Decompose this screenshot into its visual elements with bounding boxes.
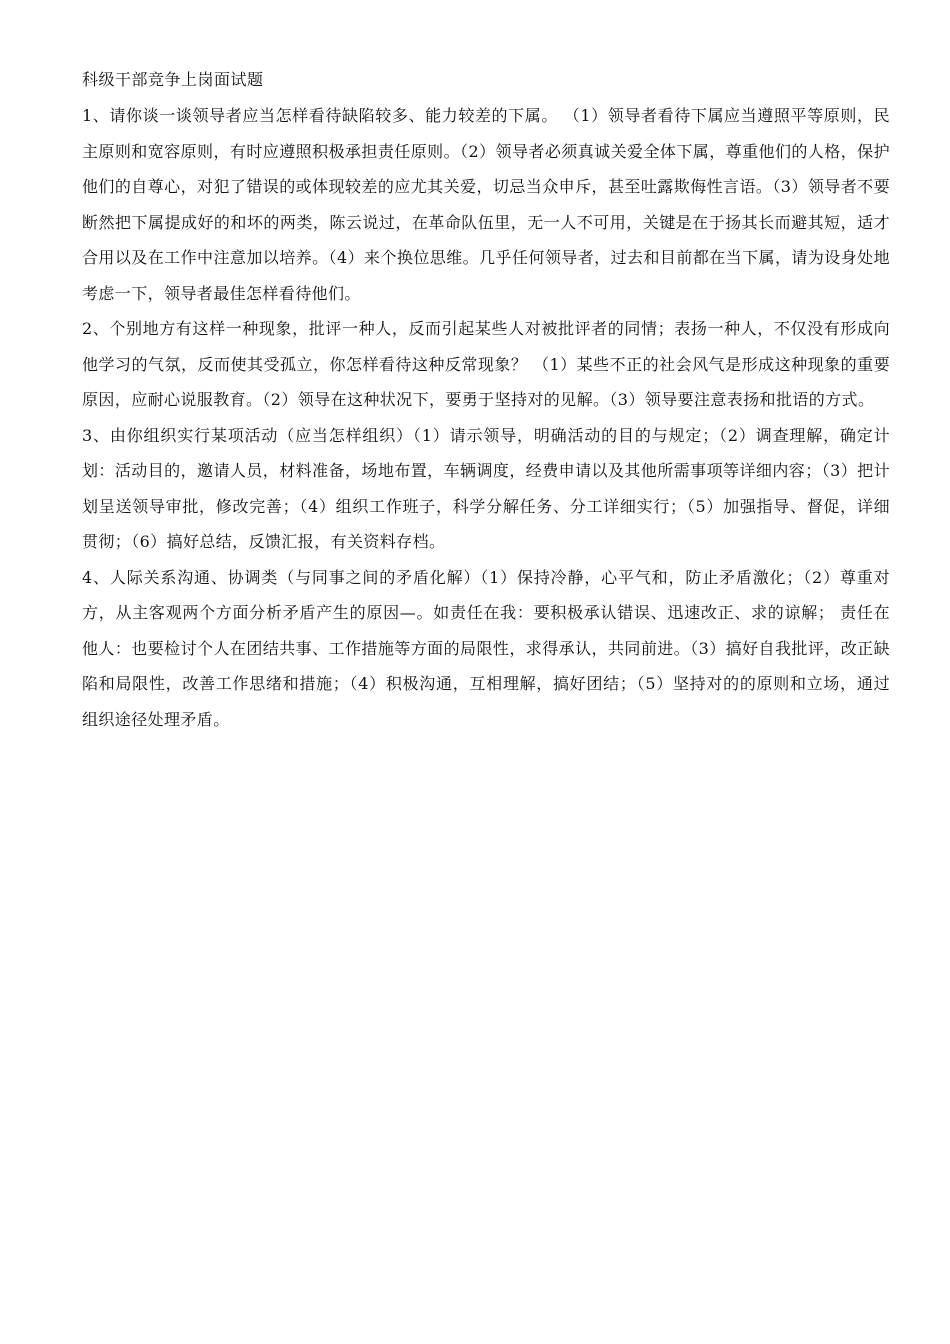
question-1 [82,98,890,311]
question-4-text: 4、人际关系沟通、协调类（与同事之间的矛盾化解）（1）保持冷静，心平气和，防止矛盾激化；（2）尊重对方，从主客观两个方面分析矛盾产生的原因—。如责任在我：要积极承认错误、迅速改正、求的谅解； 责任在他人：也要检讨个人在团结共事、工作措施等方面的局限性，求得承认，共同前进。（3）搞好自我批评，改正缺陷和局限性，改善工作思绪和措施；（4）积极沟通，互相理解，搞好团结；（5）坚持对的的原则和立场，通过组织途径处理矛盾。 [82,567,890,729]
question-3 [82,418,890,560]
question-1-text: 1、请你谈一谈领导者应当怎样看待缺陷较多、能力较差的下属。 （1）领导者看待下属应当遵照平等原则，民主原则和宽容原则，有时应遵照积极承担责任原则。（2）领导者必须真诚关爱全体下属，尊重他们的人格，保护他们的自尊心，对犯了错误的或体现较差的应尤其关爱，切忌当众申斥，甚至吐露欺侮性言语。（3）领导者不要断然把下属提成好的和坏的两类，陈云说过，在革命队伍里，无一人不可用，关键是在于扬其长而避其短，适才合用以及在工作中注意加以培养。（4）来个换位思维。几乎任何领导者，过去和目前都在当下属，请为设身处地考虑一下，领导者最佳怎样看待他们。 [82,106,890,303]
document-page [82,62,890,737]
question-4 [82,560,890,738]
document-title: 科级干部竞争上岗面试题 [82,70,264,89]
question-2 [82,311,890,418]
question-2-text: 2、个别地方有这样一种现象，批评一种人，反而引起某些人对被批评者的同情；表扬一种人，不仅没有形成向他学习的气氛，反而使其受孤立，你怎样看待这种反常现象？ （1）某些不正的社会风气是形成这种现象的重要原因，应耐心说服教育。（2）领导在这种状况下，要勇于坚持对的见解。（3）领导要注意表扬和批语的方式。 [82,319,890,409]
question-3-text: 3、由你组织实行某项活动（应当怎样组织）（1）请示领导，明确活动的目的与规定；（2）调查理解，确定计划：活动目的，邀请人员，材料准备，场地布置，车辆调度，经费申请以及其他所需事项等详细内容；（3）把计划呈送领导审批，修改完善；（4）组织工作班子，科学分解任务、分工详细实行；（5）加强指导、督促，详细贯彻；（6）搞好总结，反馈汇报，有关资料存档。 [82,425,890,551]
